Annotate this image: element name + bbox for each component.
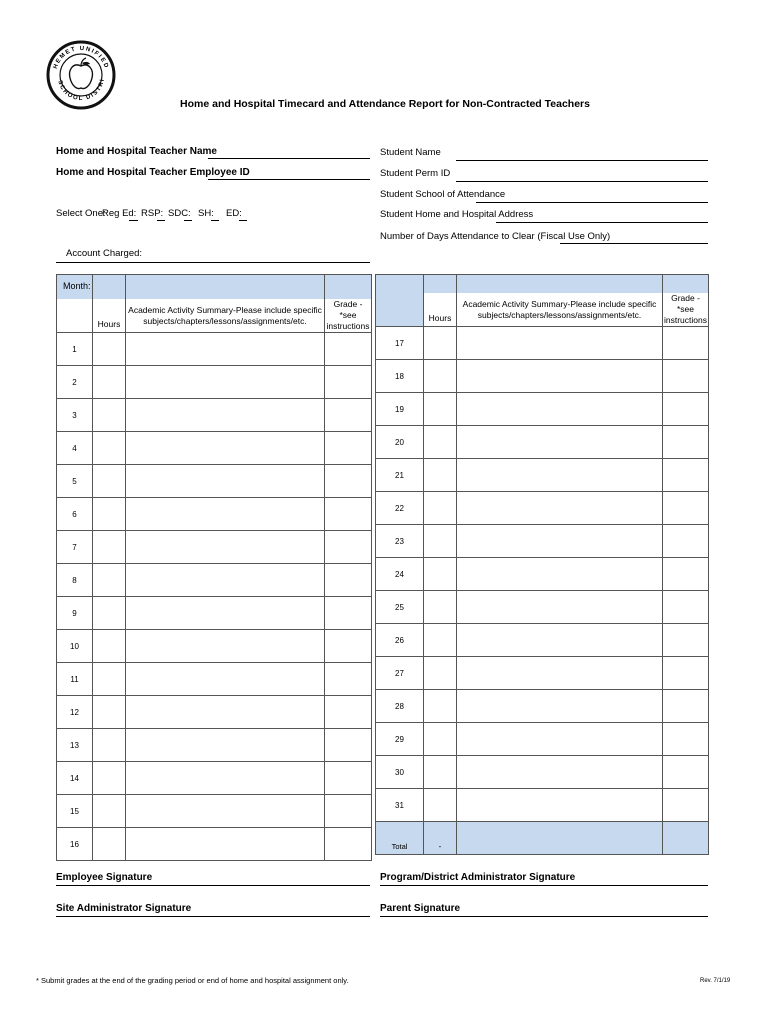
total-hours-value: - bbox=[424, 822, 457, 855]
day-number: 14 bbox=[57, 762, 93, 795]
hours-cell[interactable] bbox=[93, 663, 126, 696]
summary-cell[interactable] bbox=[126, 597, 325, 630]
summary-cell[interactable] bbox=[457, 492, 663, 525]
hours-cell[interactable] bbox=[93, 399, 126, 432]
hours-cell[interactable] bbox=[93, 432, 126, 465]
day-number: 12 bbox=[57, 696, 93, 729]
grade-cell[interactable] bbox=[325, 828, 372, 861]
table-row bbox=[376, 360, 709, 393]
grade-cell[interactable] bbox=[325, 399, 372, 432]
table-row bbox=[376, 558, 709, 591]
employee-signature-label: Employee Signature bbox=[56, 872, 153, 883]
grade-cell[interactable] bbox=[325, 795, 372, 828]
grade-cell[interactable] bbox=[663, 756, 709, 789]
hours-cell[interactable] bbox=[93, 498, 126, 531]
summary-cell[interactable] bbox=[457, 591, 663, 624]
grade-cell[interactable] bbox=[325, 498, 372, 531]
grade-cell[interactable] bbox=[663, 591, 709, 624]
hours-cell[interactable] bbox=[93, 465, 126, 498]
day-number: 24 bbox=[376, 558, 424, 591]
summary-cell[interactable] bbox=[126, 333, 325, 366]
grade-cell[interactable] bbox=[663, 657, 709, 690]
hours-cell[interactable] bbox=[93, 531, 126, 564]
grade-cell[interactable] bbox=[663, 393, 709, 426]
summary-cell[interactable] bbox=[457, 360, 663, 393]
day-number: 28 bbox=[376, 690, 424, 723]
grade-cell[interactable] bbox=[663, 360, 709, 393]
grade-cell[interactable] bbox=[325, 696, 372, 729]
student-name-field[interactable] bbox=[456, 160, 708, 161]
summary-cell[interactable] bbox=[126, 762, 325, 795]
total-row bbox=[376, 822, 709, 855]
table-row bbox=[57, 432, 372, 465]
grade-cell[interactable] bbox=[663, 426, 709, 459]
days-attendance-field[interactable] bbox=[560, 243, 708, 244]
grade-cell[interactable] bbox=[663, 327, 709, 360]
summary-cell[interactable] bbox=[457, 756, 663, 789]
day-number: 30 bbox=[376, 756, 424, 789]
table-row bbox=[57, 531, 372, 564]
student-perm-id-label: Student Perm ID bbox=[380, 168, 451, 179]
day-number: 3 bbox=[57, 399, 93, 432]
table-row bbox=[57, 366, 372, 399]
student-school-field[interactable] bbox=[476, 202, 708, 203]
table-row bbox=[57, 630, 372, 663]
grade-cell[interactable] bbox=[325, 630, 372, 663]
day-number: 6 bbox=[57, 498, 93, 531]
day-number: 29 bbox=[376, 723, 424, 756]
table-row bbox=[57, 564, 372, 597]
hours-cell[interactable] bbox=[424, 327, 457, 360]
table-row bbox=[376, 756, 709, 789]
table-row bbox=[376, 525, 709, 558]
summary-header: Academic Activity Summary-Please include specific subjects/chapters/lessons/assignments/etc. bbox=[457, 293, 663, 327]
summary-cell[interactable] bbox=[126, 663, 325, 696]
hours-cell[interactable] bbox=[93, 366, 126, 399]
footnote: * Submit grades at the end of the grading period or end of home and hospital assignment only. bbox=[36, 976, 349, 985]
student-address-label: Student Home and Hospital Address bbox=[380, 209, 534, 220]
grade-cell[interactable] bbox=[325, 366, 372, 399]
student-perm-id-field[interactable] bbox=[456, 181, 708, 182]
summary-cell[interactable] bbox=[457, 624, 663, 657]
hours-cell[interactable] bbox=[424, 459, 457, 492]
hours-cell[interactable] bbox=[424, 624, 457, 657]
grade-cell[interactable] bbox=[663, 723, 709, 756]
summary-cell[interactable] bbox=[126, 828, 325, 861]
table-row bbox=[57, 597, 372, 630]
svg-text:HEMET UNIFIED: HEMET UNIFIED bbox=[52, 45, 110, 70]
table-row bbox=[57, 399, 372, 432]
program-admin-signature-label: Program/District Administrator Signature bbox=[380, 872, 576, 883]
table-row bbox=[57, 828, 372, 861]
summary-cell[interactable] bbox=[126, 630, 325, 663]
hours-cell[interactable] bbox=[93, 630, 126, 663]
day-number: 18 bbox=[376, 360, 424, 393]
days-attendance-label: Number of Days Attendance to Clear (Fiscal Use Only) bbox=[380, 231, 611, 242]
student-school-label: Student School of Attendance bbox=[380, 189, 506, 200]
table-row bbox=[57, 795, 372, 828]
day-number: 7 bbox=[57, 531, 93, 564]
summary-cell[interactable] bbox=[457, 426, 663, 459]
table-row bbox=[57, 762, 372, 795]
day-number: 4 bbox=[57, 432, 93, 465]
option-reg-ed: Reg Ed: bbox=[102, 208, 137, 219]
summary-header: Academic Activity Summary-Please include specific subjects/chapters/lessons/assignments/etc. bbox=[126, 299, 325, 333]
summary-cell[interactable] bbox=[457, 789, 663, 822]
month-label: Month: bbox=[57, 275, 93, 300]
day-number: 2 bbox=[57, 366, 93, 399]
grade-cell[interactable] bbox=[325, 597, 372, 630]
student-name-label: Student Name bbox=[380, 147, 441, 158]
day-number: 10 bbox=[57, 630, 93, 663]
svg-text:SCHOOL DISTRICT: SCHOOL DISTRI bbox=[56, 77, 107, 103]
parent-signature-field[interactable] bbox=[380, 916, 708, 917]
summary-cell[interactable] bbox=[457, 690, 663, 723]
day-number: 22 bbox=[376, 492, 424, 525]
sh-check[interactable] bbox=[211, 220, 219, 221]
summary-cell[interactable] bbox=[126, 432, 325, 465]
hours-cell[interactable] bbox=[93, 696, 126, 729]
hours-cell[interactable] bbox=[424, 558, 457, 591]
table-row bbox=[57, 465, 372, 498]
grade-cell[interactable] bbox=[325, 531, 372, 564]
hours-cell[interactable] bbox=[424, 591, 457, 624]
employee-id-field[interactable] bbox=[208, 179, 370, 180]
summary-cell[interactable] bbox=[457, 327, 663, 360]
parent-signature-label: Parent Signature bbox=[380, 903, 461, 914]
program-admin-signature-field[interactable] bbox=[380, 885, 708, 886]
select-one-label: Select One: bbox=[56, 208, 106, 219]
table-row bbox=[57, 498, 372, 531]
account-charged-field[interactable] bbox=[56, 262, 370, 263]
day-number: 11 bbox=[57, 663, 93, 696]
summary-cell[interactable] bbox=[457, 558, 663, 591]
table-row bbox=[376, 624, 709, 657]
table-row bbox=[376, 492, 709, 525]
timecard-table-right bbox=[375, 274, 709, 855]
grade-cell[interactable] bbox=[663, 624, 709, 657]
summary-cell[interactable] bbox=[457, 525, 663, 558]
grade-cell[interactable] bbox=[325, 333, 372, 366]
student-address-field[interactable] bbox=[496, 222, 708, 223]
hours-header: Hours bbox=[93, 299, 126, 333]
revision-note: Rev. 7/1/19 bbox=[700, 978, 731, 984]
account-charged-label: Account Charged: bbox=[66, 248, 143, 259]
reg-ed-check[interactable] bbox=[129, 220, 138, 221]
day-number: 31 bbox=[376, 789, 424, 822]
hours-cell[interactable] bbox=[93, 762, 126, 795]
option-sdc: SDC: bbox=[168, 208, 191, 219]
table-row bbox=[376, 459, 709, 492]
day-number: 25 bbox=[376, 591, 424, 624]
day-number: 26 bbox=[376, 624, 424, 657]
day-number: 5 bbox=[57, 465, 93, 498]
hours-cell[interactable] bbox=[93, 729, 126, 762]
site-admin-signature-label: Site Administrator Signature bbox=[56, 903, 192, 914]
summary-cell[interactable] bbox=[126, 729, 325, 762]
teacher-name-label: Home and Hospital Teacher Name bbox=[56, 146, 217, 157]
hours-cell[interactable] bbox=[424, 393, 457, 426]
day-number: 20 bbox=[376, 426, 424, 459]
hours-cell[interactable] bbox=[424, 789, 457, 822]
day-number: 15 bbox=[57, 795, 93, 828]
grade-cell[interactable] bbox=[663, 558, 709, 591]
table-row bbox=[376, 690, 709, 723]
ed-check[interactable] bbox=[239, 220, 247, 221]
hours-cell[interactable] bbox=[424, 756, 457, 789]
grade-cell[interactable] bbox=[325, 762, 372, 795]
table-row bbox=[57, 333, 372, 366]
employee-signature-field[interactable] bbox=[56, 885, 370, 886]
day-number: 23 bbox=[376, 525, 424, 558]
hours-header: Hours bbox=[424, 293, 457, 327]
table-row bbox=[57, 696, 372, 729]
hours-cell[interactable] bbox=[93, 333, 126, 366]
rsp-check[interactable] bbox=[157, 220, 165, 221]
employee-id-label: Home and Hospital Teacher Employee ID bbox=[56, 167, 250, 178]
grade-header: Grade - *see instructions bbox=[664, 293, 707, 325]
timecard-table-left bbox=[56, 274, 372, 861]
table-row bbox=[376, 426, 709, 459]
day-number: 1 bbox=[57, 333, 93, 366]
total-label: Total bbox=[376, 822, 424, 855]
option-ed: ED: bbox=[226, 208, 242, 219]
day-number: 13 bbox=[57, 729, 93, 762]
summary-cell[interactable] bbox=[126, 564, 325, 597]
month-field[interactable] bbox=[57, 299, 93, 333]
hours-cell[interactable] bbox=[424, 492, 457, 525]
table-row bbox=[376, 591, 709, 624]
table-row bbox=[376, 657, 709, 690]
summary-cell[interactable] bbox=[126, 531, 325, 564]
hours-cell[interactable] bbox=[424, 657, 457, 690]
day-number: 17 bbox=[376, 327, 424, 360]
grade-cell[interactable] bbox=[663, 492, 709, 525]
option-rsp: RSP: bbox=[141, 208, 164, 219]
table-row bbox=[376, 393, 709, 426]
table-row bbox=[376, 789, 709, 822]
hours-cell[interactable] bbox=[93, 795, 126, 828]
hours-cell[interactable] bbox=[424, 690, 457, 723]
grade-cell[interactable] bbox=[325, 465, 372, 498]
summary-cell[interactable] bbox=[126, 366, 325, 399]
day-number: 27 bbox=[376, 657, 424, 690]
table-row bbox=[376, 327, 709, 360]
grade-cell[interactable] bbox=[663, 525, 709, 558]
grade-cell[interactable] bbox=[325, 663, 372, 696]
site-admin-signature-field[interactable] bbox=[56, 916, 370, 917]
hours-cell[interactable] bbox=[93, 597, 126, 630]
hours-cell[interactable] bbox=[424, 723, 457, 756]
day-number: 19 bbox=[376, 393, 424, 426]
hours-cell[interactable] bbox=[424, 360, 457, 393]
summary-cell[interactable] bbox=[126, 399, 325, 432]
table-row bbox=[376, 723, 709, 756]
summary-cell[interactable] bbox=[126, 795, 325, 828]
teacher-name-field[interactable] bbox=[208, 158, 370, 159]
summary-cell[interactable] bbox=[457, 723, 663, 756]
hours-cell[interactable] bbox=[93, 828, 126, 861]
grade-cell[interactable] bbox=[663, 690, 709, 723]
table-row bbox=[57, 663, 372, 696]
page-title: Home and Hospital Timecard and Attendance Report for Non-Contracted Teachers bbox=[180, 98, 590, 110]
summary-cell[interactable] bbox=[126, 465, 325, 498]
day-number: 16 bbox=[57, 828, 93, 861]
hours-cell[interactable] bbox=[424, 525, 457, 558]
hours-cell[interactable] bbox=[93, 564, 126, 597]
grade-cell[interactable] bbox=[325, 564, 372, 597]
option-sh: SH: bbox=[198, 208, 214, 219]
grade-cell[interactable] bbox=[325, 729, 372, 762]
grade-cell[interactable] bbox=[663, 789, 709, 822]
summary-cell[interactable] bbox=[457, 393, 663, 426]
day-number: 9 bbox=[57, 597, 93, 630]
grade-cell[interactable] bbox=[325, 432, 372, 465]
sdc-check[interactable] bbox=[184, 220, 192, 221]
summary-cell[interactable] bbox=[126, 696, 325, 729]
hours-cell[interactable] bbox=[424, 426, 457, 459]
day-number: 8 bbox=[57, 564, 93, 597]
day-number: 21 bbox=[376, 459, 424, 492]
grade-header: Grade - *see instructions bbox=[326, 299, 370, 331]
grade-cell[interactable] bbox=[663, 459, 709, 492]
summary-cell[interactable] bbox=[126, 498, 325, 531]
summary-cell[interactable] bbox=[457, 459, 663, 492]
table-row bbox=[57, 729, 372, 762]
summary-cell[interactable] bbox=[457, 657, 663, 690]
